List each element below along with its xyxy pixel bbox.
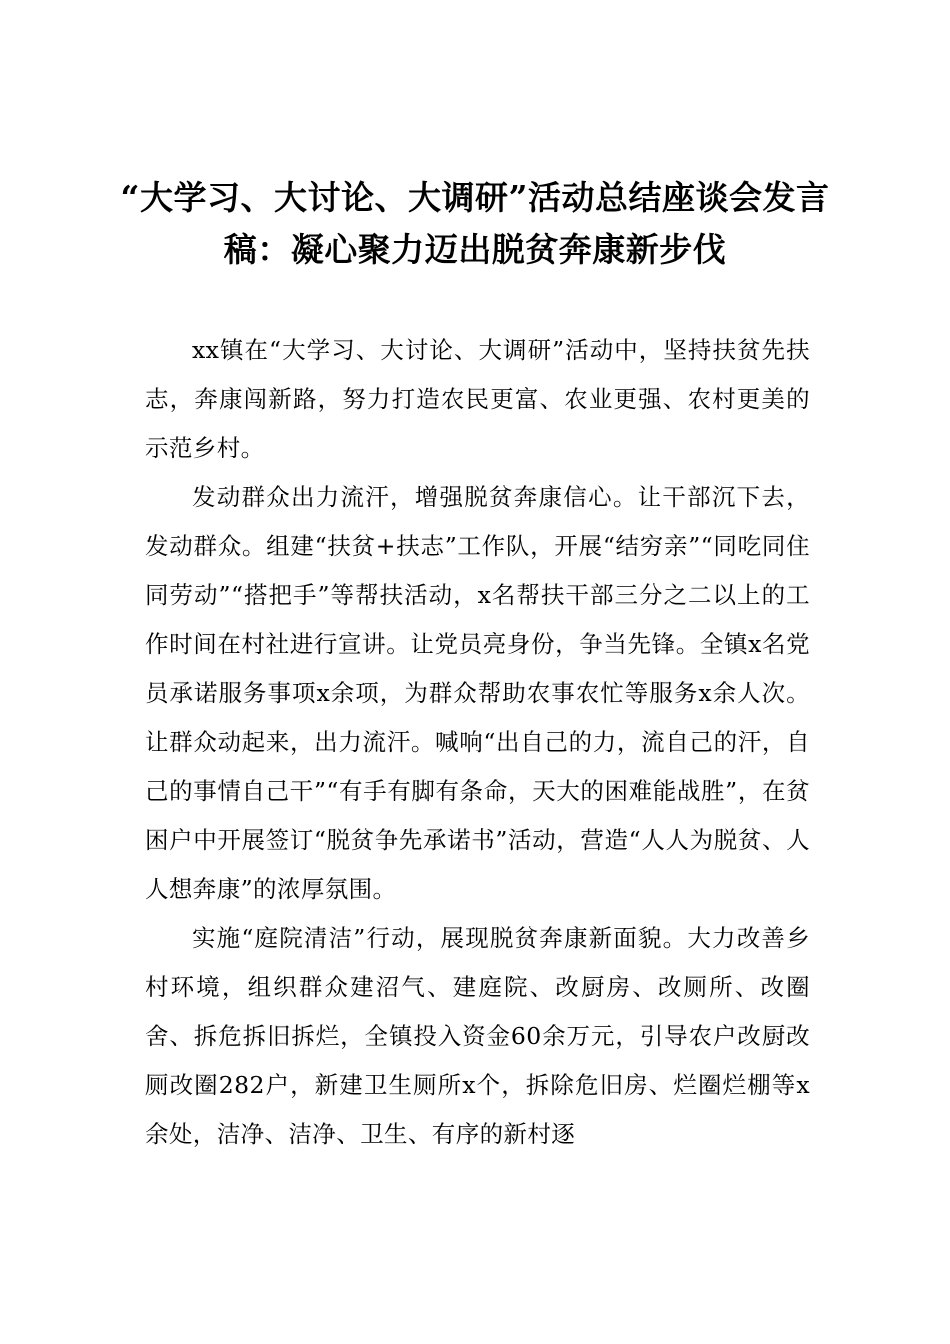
paragraph-intro: xx镇在“大学习、大讨论、大调研”活动中，坚持扶贫先扶志，奔康闯新路，努力打造农民更富、农业更强、农村更美的示范乡村。	[145, 336, 810, 462]
document-body	[145, 326, 810, 1159]
document-title: “大学习、大讨论、大调研”活动总结座谈会发言稿：凝心聚力迈出脱贫奔康新步伐	[120, 178, 830, 269]
paragraph-mobilize-masses: 发动群众出力流汗，增强脱贫奔康信心。让干部沉下去，发动群众。组建“扶贫+扶志”工作队，开展“结穷亲”“同吃同住同劳动”“搭把手”等帮扶活动，x名帮扶干部三分之二以上的工作时间在村社进行宣讲。让党员亮身份，争当先锋。全镇x名党员承诺服务事项x余项，为群众帮助农事农忙等服务x余人次。让群众动起来，出力流汗。喊响“出自己的力，流自己的汗，自己的事情自己干”“有手有脚有条命，天大的困难能战胜”，在贫困户中开展签订“脱贫争先承诺书”活动，营造“人人为脱贫、人人想奔康”的浓厚氛围。	[145, 483, 810, 903]
paragraph-courtyard-cleaning: 实施“庭院清洁”行动，展现脱贫奔康新面貌。大力改善乡村环境，组织群众建沼气、建庭院、改厨房、改厕所、改圈舍、拆危拆旧拆烂，全镇投入资金60余万元，引导农户改厨改厕改圈282户，新建卫生厕所x个，拆除危旧房、烂圈烂棚等x余处，洁净、洁净、卫生、有序的新村逐	[145, 924, 810, 1148]
